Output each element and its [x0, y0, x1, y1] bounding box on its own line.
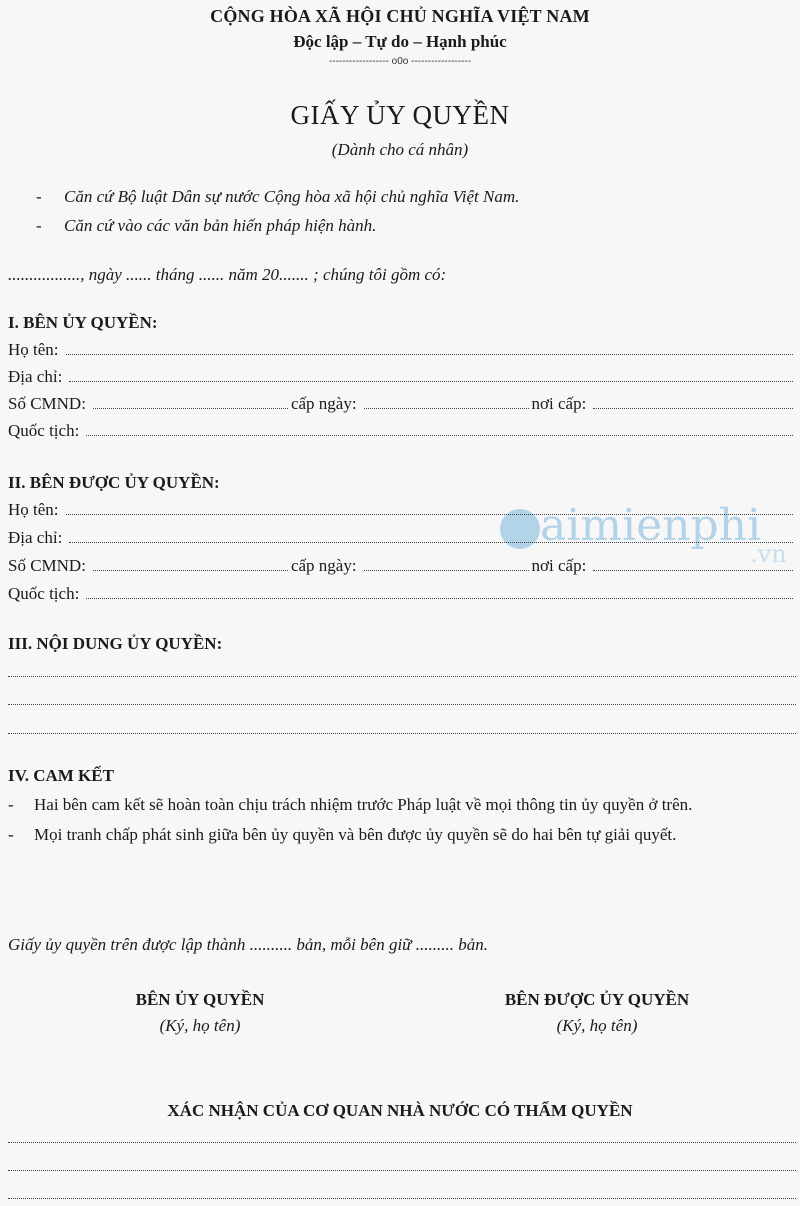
dash-bullet: -: [36, 187, 42, 206]
watermark-suffix: .vn: [750, 540, 787, 568]
date-line: ................., ngày ...... tháng ...... năm 20....... ; chúng tôi gồm có:: [8, 265, 447, 284]
signature-heading: BÊN ỦY QUYỀN: [135, 990, 265, 1009]
fill-line[interactable]: [69, 367, 793, 382]
document-title: GIẤY ỦY QUYỀN: [290, 100, 510, 130]
content-fill-line[interactable]: [8, 704, 796, 705]
field-label: Quốc tịch:: [8, 584, 80, 603]
section-heading-commitment: IV. CAM KẾT: [8, 766, 114, 785]
grantee-address-field[interactable]: [8, 528, 796, 550]
fill-line[interactable]: [364, 394, 529, 409]
field-label: Họ tên:: [8, 340, 59, 359]
authority-confirmation-heading: XÁC NHẬN CỦA CƠ QUAN NHÀ NƯỚC CÓ THẨM QUYỀN: [167, 1101, 633, 1120]
grantor-name-field[interactable]: [8, 340, 796, 362]
confirmation-fill-line[interactable]: [8, 1170, 796, 1171]
fill-line[interactable]: [66, 340, 793, 355]
basis-item: [36, 187, 519, 207]
basis-text: Căn cứ Bộ luật Dân sự nước Cộng hòa xã hội chủ nghĩa Việt Nam.: [64, 187, 520, 206]
confirmation-fill-line[interactable]: [8, 1198, 796, 1199]
content-fill-line[interactable]: [8, 733, 796, 734]
content-fill-line[interactable]: [8, 676, 796, 677]
dash-bullet: -: [8, 825, 14, 844]
signature-heading: BÊN ĐƯỢC ỦY QUYỀN: [504, 990, 690, 1009]
fill-line[interactable]: [593, 394, 793, 409]
grantor-id-field[interactable]: [8, 394, 796, 416]
grantee-name-field[interactable]: [8, 500, 796, 522]
document-subtitle: (Dành cho cá nhân): [331, 140, 469, 159]
fill-line[interactable]: [66, 500, 793, 515]
commitment-item: [8, 822, 798, 848]
field-label: Địa chỉ:: [8, 528, 63, 547]
fill-line[interactable]: [593, 556, 793, 571]
basis-item: [36, 216, 376, 236]
copies-line: Giấy ủy quyền trên được lập thành .......... bản, mỗi bên giữ ......... bản.: [8, 935, 488, 954]
motto: Độc lập – Tự do – Hạnh phúc: [293, 32, 507, 51]
fill-line[interactable]: [93, 394, 288, 409]
grantor-signature-block: [50, 990, 350, 1036]
commitment-text: Mọi tranh chấp phát sinh giữa bên ủy quyền và bên được ủy quyền sẽ do hai bên tự giải quyết.: [34, 825, 677, 844]
basis-text: Căn cứ vào các văn bản hiến pháp hiện hành.: [64, 216, 377, 235]
fill-line[interactable]: [364, 556, 529, 571]
grantor-nationality-field[interactable]: [8, 421, 796, 443]
field-label: Số CMND:: [8, 394, 86, 413]
field-label: Số CMND:: [8, 556, 86, 575]
section-heading-content: III. NỘI DUNG ỦY QUYỀN:: [8, 634, 223, 653]
fill-line[interactable]: [69, 528, 793, 543]
grantee-nationality-field[interactable]: [8, 584, 796, 606]
field-label: Địa chỉ:: [8, 367, 63, 386]
signature-instruction: (Ký, họ tên): [556, 1016, 638, 1035]
commitment-text: Hai bên cam kết sẽ hoàn toàn chịu trách nhiệm trước Pháp luật về mọi thông tin ủy quyền ở trên.: [34, 795, 693, 814]
field-label: nơi cấp:: [531, 394, 587, 413]
grantee-id-field[interactable]: [8, 556, 796, 578]
fill-line[interactable]: [86, 421, 793, 436]
section-heading-grantee: II. BÊN ĐƯỢC ỦY QUYỀN:: [8, 473, 220, 492]
commitment-item: [8, 792, 798, 818]
field-label: nơi cấp:: [531, 556, 587, 575]
signature-instruction: (Ký, họ tên): [159, 1016, 241, 1035]
fill-line[interactable]: [93, 556, 288, 571]
nation-header: CỘNG HÒA XÃ HỘI CHỦ NGHĨA VIỆT NAM: [210, 6, 590, 26]
field-label: Quốc tịch:: [8, 421, 80, 440]
commitment-list: [8, 792, 798, 848]
field-label: cấp ngày:: [290, 394, 357, 413]
header-divider: ------------------ o0o ------------------: [328, 56, 472, 67]
grantor-address-field[interactable]: [8, 367, 796, 389]
confirmation-fill-line[interactable]: [8, 1142, 796, 1143]
fill-line[interactable]: [86, 584, 793, 599]
dash-bullet: -: [8, 795, 14, 814]
grantee-signature-block: [447, 990, 747, 1036]
field-label: cấp ngày:: [290, 556, 357, 575]
dash-bullet: -: [36, 216, 42, 235]
section-heading-grantor: I. BÊN ỦY QUYỀN:: [8, 313, 158, 332]
field-label: Họ tên:: [8, 500, 59, 519]
watermark-text: aimienphi: [540, 500, 762, 551]
